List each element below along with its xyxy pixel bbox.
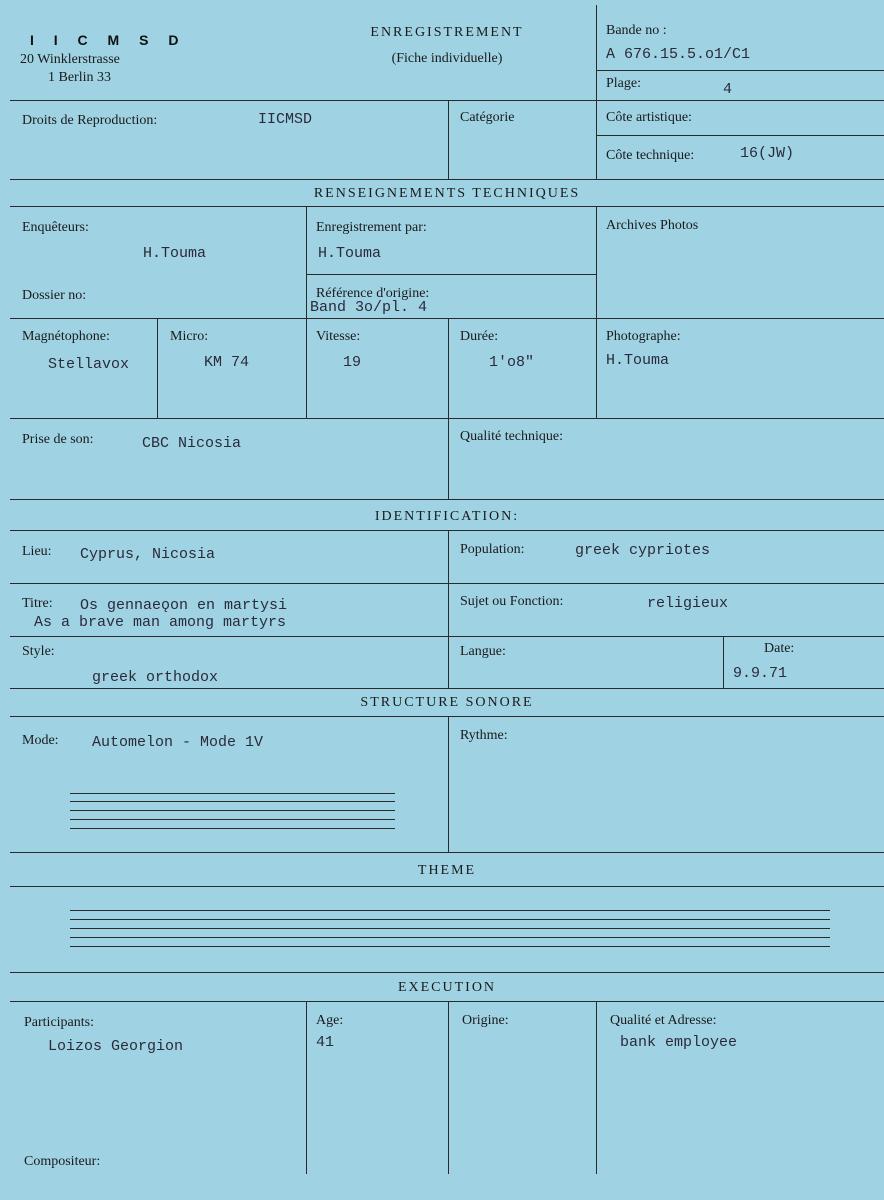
section-structure-heading: STRUCTURE SONORE	[360, 695, 534, 710]
langue-label: Langue:	[460, 644, 506, 659]
magnetophone-label: Magnétophone:	[22, 329, 110, 344]
section-identification-heading: IDENTIFICATION:	[374, 509, 520, 524]
rule-theme	[10, 972, 884, 973]
categorie-label: Catégorie	[460, 110, 515, 125]
form-subtitle: (Fiche individuelle)	[391, 51, 503, 66]
cote-technique-label: Côte technique:	[606, 148, 695, 163]
population-label: Population:	[460, 542, 525, 557]
droits-value: IICMSD	[258, 111, 313, 128]
rule-prise	[10, 499, 884, 500]
origine-label: Origine:	[462, 1013, 509, 1028]
qualite-adresse-label: Qualité et Adresse:	[610, 1013, 717, 1028]
rule-cote	[596, 135, 884, 136]
qualite-adresse-value: bank employee	[620, 1034, 738, 1051]
theme-staff-line	[70, 928, 830, 929]
participants-label: Participants:	[24, 1015, 94, 1030]
droits-label: Droits de Reproduction:	[22, 113, 158, 128]
divider-rythme	[448, 716, 449, 852]
mode-staff-line	[70, 801, 395, 802]
rule-header	[10, 100, 884, 101]
divider-qualite	[448, 418, 449, 499]
bande-value: A 676.15.5.o1/C1	[606, 46, 751, 63]
section-theme-heading: THEME	[417, 863, 477, 878]
enregistrement-value: H.Touma	[318, 245, 382, 262]
prise-de-son-value: CBC Nicosia	[142, 435, 242, 452]
enregistrement-label: Enregistrement par:	[316, 220, 427, 235]
rule-rights	[10, 179, 884, 180]
section-technical-heading: RENSEIGNEMENTS TECHNIQUES	[313, 186, 581, 201]
style-label: Style:	[22, 644, 55, 659]
reference-value: Band 3o/pl. 4	[310, 299, 428, 316]
rule-lieu	[10, 583, 884, 584]
date-value: 9.9.71	[733, 665, 788, 682]
rule-style	[10, 688, 884, 689]
bande-label: Bande no :	[606, 23, 667, 38]
divider-ident	[448, 530, 449, 688]
theme-staff-line	[70, 937, 830, 938]
mode-staff-line	[70, 793, 395, 794]
divider-tech-b	[596, 206, 597, 418]
enqueteurs-value: H.Touma	[143, 245, 207, 262]
reference-label: Référence d'origine:	[316, 286, 430, 301]
divider-date	[723, 636, 724, 688]
theme-staff-line	[70, 919, 830, 920]
divider-origine	[448, 1001, 449, 1174]
lieu-value: Cyprus, Nicosia	[80, 546, 216, 563]
mode-staff-line	[70, 819, 395, 820]
dossier-label: Dossier no:	[22, 288, 87, 303]
lieu-label: Lieu:	[22, 544, 52, 559]
mode-label: Mode:	[22, 733, 59, 748]
duree-label: Durée:	[460, 329, 499, 344]
divider-qualite-adresse	[596, 1001, 597, 1174]
rule-ident-heading	[10, 530, 884, 531]
vitesse-label: Vitesse:	[316, 329, 361, 344]
micro-value: KM 74	[204, 354, 250, 371]
rule-dossier	[10, 318, 884, 319]
theme-staff-line	[70, 910, 830, 911]
divider-tech-a	[306, 206, 307, 418]
mode-staff-line	[70, 828, 395, 829]
titre-translation: As a brave man among martyrs	[34, 614, 287, 631]
plage-label: Plage:	[606, 76, 641, 91]
archives-photos-label: Archives Photos	[606, 218, 699, 233]
rule-enregistrement	[306, 274, 596, 275]
micro-label: Micro:	[170, 329, 209, 344]
age-label: Age:	[316, 1013, 344, 1028]
photographe-value: H.Touma	[606, 352, 670, 369]
rule-equipment	[10, 418, 884, 419]
cote-artistique-label: Côte artistique:	[606, 110, 692, 125]
form-title: ENREGISTREMENT	[370, 25, 524, 40]
sujet-value: religieux	[647, 595, 729, 612]
date-label: Date:	[764, 641, 795, 656]
rule-mode	[10, 852, 884, 853]
style-value: greek orthodox	[92, 669, 219, 686]
divider-micro	[157, 318, 158, 418]
rule-structure-heading	[10, 716, 884, 717]
cote-technique-value: 16(JW)	[740, 145, 795, 162]
rule-theme-heading	[10, 886, 884, 887]
duree-value: 1'o8"	[489, 354, 535, 371]
rule-bande	[596, 70, 884, 71]
address-street: 20 Winklerstrasse	[20, 52, 120, 67]
rule-execution-heading	[10, 1001, 884, 1002]
divider-duree	[448, 318, 449, 418]
theme-staff-line	[70, 946, 830, 947]
address-city: 1 Berlin 33	[48, 70, 111, 85]
vitesse-value: 19	[343, 354, 362, 371]
qualite-technique-label: Qualité technique:	[460, 429, 564, 444]
plage-value: 4	[723, 81, 733, 98]
rythme-label: Rythme:	[460, 728, 508, 743]
population-value: greek cypriotes	[575, 542, 711, 559]
participants-value: Loizos Georgion	[48, 1038, 184, 1055]
enqueteurs-label: Enquêteurs:	[22, 220, 89, 235]
photographe-label: Photographe:	[606, 329, 681, 344]
divider-header	[596, 5, 597, 179]
titre-label: Titre:	[22, 596, 53, 611]
mode-staff-line	[70, 810, 395, 811]
magnetophone-value: Stellavox	[48, 356, 130, 373]
prise-de-son-label: Prise de son:	[22, 432, 94, 447]
rule-tech-heading	[10, 206, 884, 207]
mode-value: Automelon - Mode 1V	[92, 734, 264, 751]
age-value: 41	[316, 1034, 335, 1051]
compositeur-label: Compositeur:	[24, 1154, 101, 1169]
divider-age	[306, 1001, 307, 1174]
org-logo: I I C M S D	[30, 32, 187, 48]
section-execution-heading: EXECUTION	[397, 980, 497, 995]
rule-titre	[10, 636, 884, 637]
titre-value: Os gennaeǫon en martysi	[80, 597, 288, 614]
sujet-label: Sujet ou Fonction:	[460, 594, 564, 609]
divider-categorie	[448, 100, 449, 179]
